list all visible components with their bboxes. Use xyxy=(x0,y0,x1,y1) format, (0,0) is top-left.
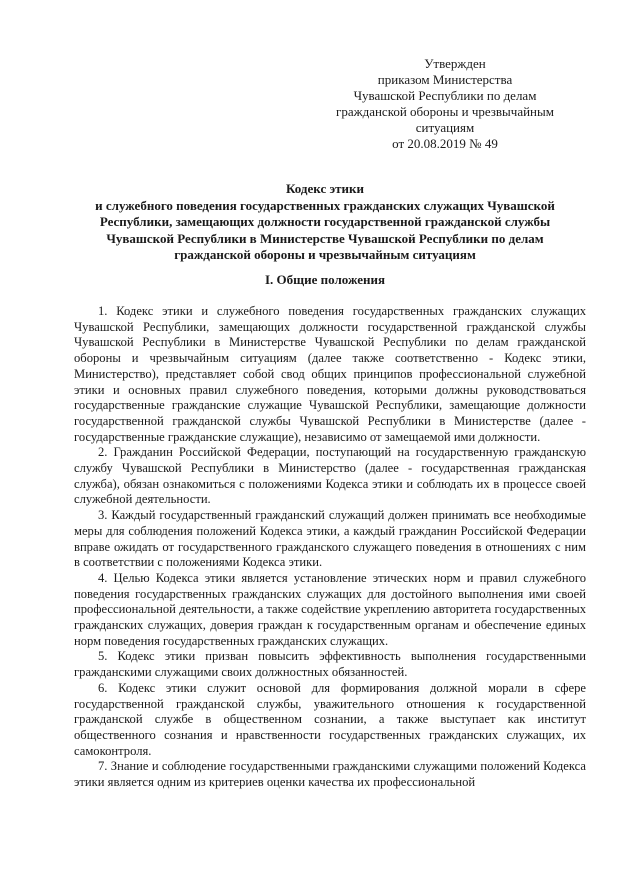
paragraph: 2. Гражданин Российской Федерации, поступающий на государственную гражданскую службу Чувашской Республики в Министерство (далее - государственная гражданская служба), обязан ознакомиться с положениями Кодекса этики и соблюдать их в процессе своей служебной деятельности. xyxy=(74,445,586,507)
title-line: Кодекс этики xyxy=(286,181,364,196)
section-heading: I. Общие положения xyxy=(265,272,385,287)
approval-line: Утвержден xyxy=(424,56,486,71)
document-title xyxy=(70,181,580,264)
paragraph: 1. Кодекс этики и служебного поведения государственных гражданских служащих Чувашской Республики, замещающих должности государственной гражданской службы Чувашской Республики в Министерстве Чувашской Республики по делам гражданской обороны и чрезвычайным ситуациям (далее также соответственно - Кодекс этики, Министерство), представляет собой свод общих принципов профессиональной служебной этики и основных правил служебного поведения, которыми должны руководствоваться государственные гражданские служащие Чувашской Республики, замещающие должности государственной гражданской службы Чувашской Республики в Министерстве (далее - государственные гражданские служащие), независимо от замещаемой ими должности. xyxy=(74,304,586,444)
approval-stamp xyxy=(300,56,590,152)
paragraph: 6. Кодекс этики служит основой для формирования должной морали в сфере государственной гражданской службы, уважительного отношения к государственной гражданской службе в общественном сознании, а также выступает как институт общественного сознания и нравственности государственных гражданских служащих, их самоконтроля. xyxy=(74,680,586,758)
title-line: Чувашской Республики в Министерстве Чувашской Республики по делам xyxy=(106,230,544,246)
approval-date-number: от 20.08.2019 № 49 xyxy=(392,136,498,151)
title-line: и служебного поведения государственных гражданских служащих Чувашской xyxy=(95,197,555,213)
paragraph: 5. Кодекс этики призван повысить эффективность выполнения государственными гражданскими служащими своих должностных обязанностей. xyxy=(74,649,586,680)
approval-line: Чувашской Республики по делам xyxy=(353,88,537,103)
document-body xyxy=(74,304,586,791)
approval-line: приказом Министерства xyxy=(377,72,513,87)
approval-line: ситуациям xyxy=(415,120,475,135)
paragraph: 3. Каждый государственный гражданский служащий должен принимать все необходимые меры для соблюдения положений Кодекса этики, а каждый гражданин Российской Федерации вправе ожидать от государственного гражданского служащего поведения в отношениях с ним в соответствии с положениями Кодекса этики. xyxy=(74,508,586,570)
title-line: гражданской обороны и чрезвычайным ситуациям xyxy=(174,247,476,262)
paragraph: 7. Знание и соблюдение государственными гражданскими служащими положений Кодекса этики является одним из критериев оценки качества их профессиональной xyxy=(74,759,586,790)
paragraph: 4. Целью Кодекса этики является установление этических норм и правил служебного поведения государственных гражданских служащих для достойного выполнения ими своей профессиональной деятельности, а также содействие укреплению авторитета государственных гражданских служащих, доверия граждан к государственным органам и обеспечение единых норм поведения государственных гражданских служащих. xyxy=(74,570,586,648)
title-line: Республики, замещающих должности государственной гражданской службы xyxy=(99,214,551,229)
approval-line: гражданской обороны и чрезвычайным xyxy=(336,104,554,119)
